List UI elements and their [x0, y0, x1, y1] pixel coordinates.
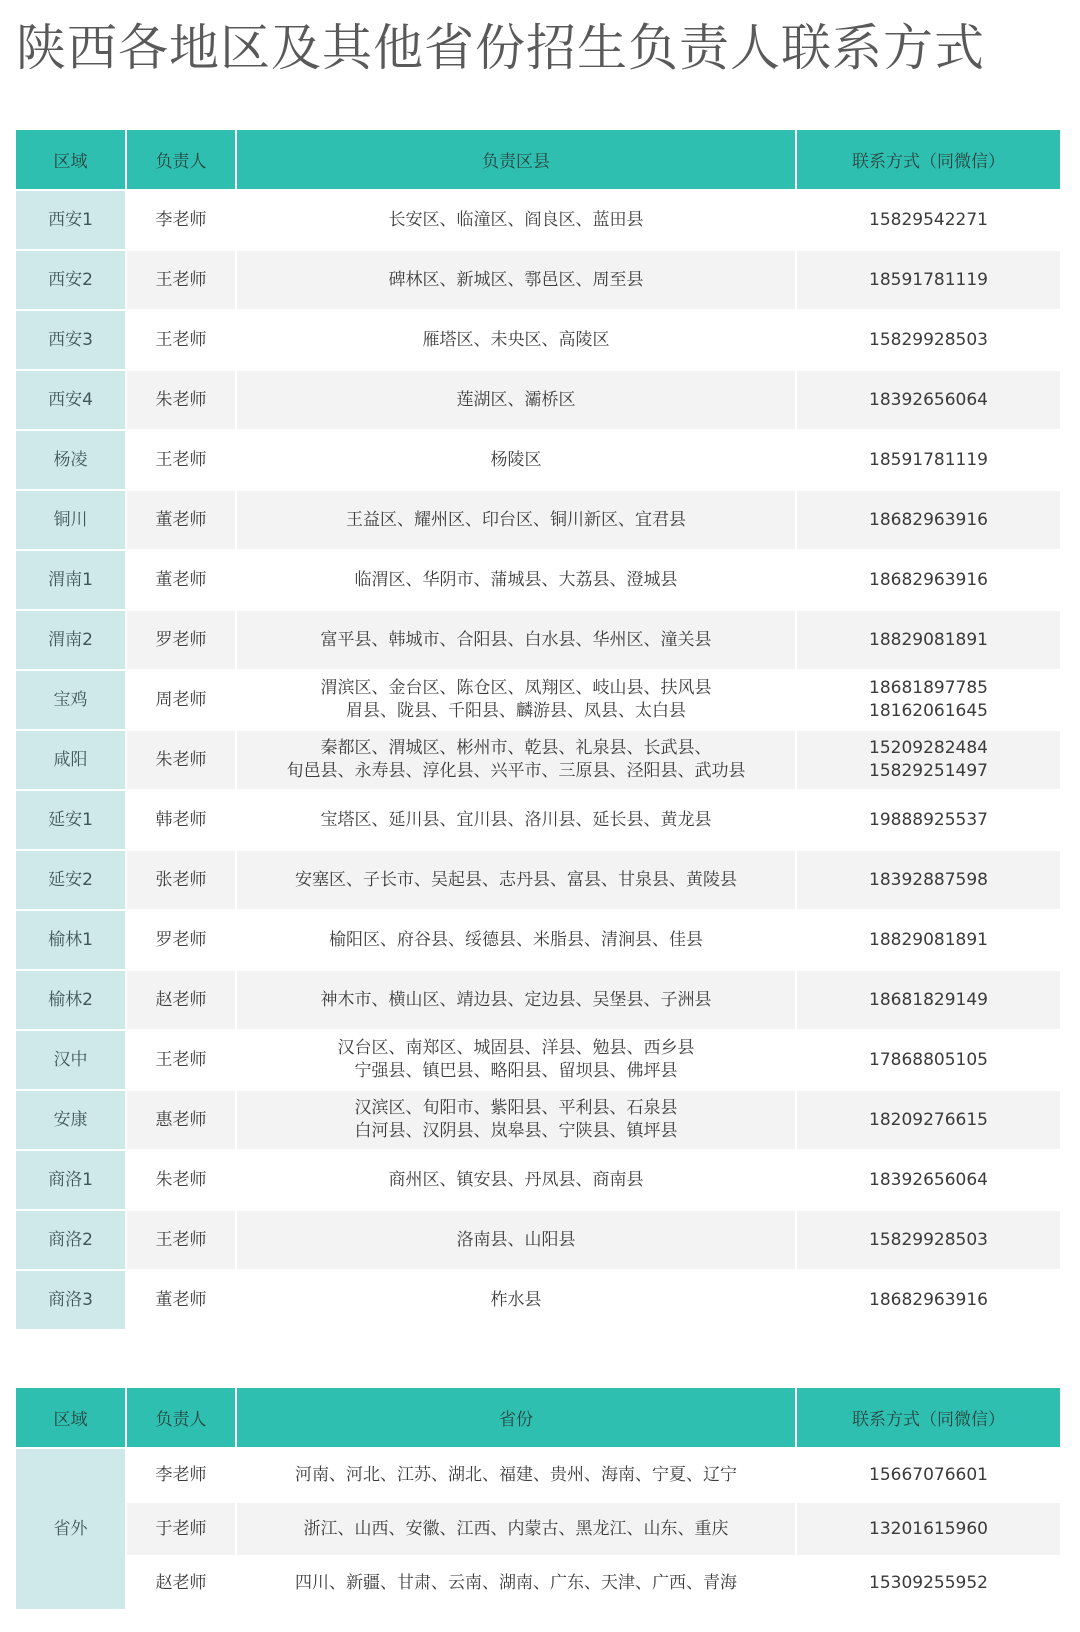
- phone-number: 19888925537: [869, 809, 988, 830]
- header-teacher: 负责人: [126, 1388, 236, 1448]
- phone-number: 18392887598: [869, 869, 988, 890]
- provinces-cell: 河南、河北、江苏、湖北、福建、贵州、海南、宁夏、辽宁: [236, 1448, 796, 1502]
- table-row: [16, 1448, 1060, 1502]
- region-cell: 榆林1: [16, 910, 126, 970]
- contact-cell: [796, 1090, 1060, 1150]
- region-cell: 榆林2: [16, 970, 126, 1030]
- teacher-cell: 韩老师: [126, 790, 236, 850]
- provinces-cell: 浙江、山西、安徽、江西、内蒙古、黑龙江、山东、重庆: [236, 1502, 796, 1556]
- areas-line: 汉滨区、旬阳市、紫阳县、平利县、石泉县: [354, 1098, 678, 1118]
- areas-cell: [236, 310, 796, 370]
- contact-cell: [796, 1150, 1060, 1210]
- table-row: [16, 190, 1060, 250]
- table-row: [16, 1030, 1060, 1090]
- teacher-cell: 董老师: [126, 1270, 236, 1329]
- areas-line: 碑林区、新城区、鄠邑区、周至县: [388, 269, 644, 290]
- table-row: [16, 1270, 1060, 1329]
- table-row: [16, 670, 1060, 730]
- region-cell: 汉中: [16, 1030, 126, 1090]
- teacher-cell: 董老师: [126, 550, 236, 610]
- contact-cell: [796, 490, 1060, 550]
- areas-line: 安塞区、子长市、吴起县、志丹县、富县、甘泉县、黄陵县: [295, 869, 737, 890]
- areas-line: 柞水县: [490, 1289, 542, 1310]
- areas-line: 榆阳区、府谷县、绥德县、米脂县、清涧县、佳县: [329, 929, 703, 950]
- phone-number: 18682963916: [869, 569, 988, 590]
- teacher-cell: 朱老师: [126, 1150, 236, 1210]
- teacher-cell: 王老师: [126, 310, 236, 370]
- header-contact: 联系方式（同微信）: [796, 130, 1060, 190]
- areas-line: 宁强县、镇巴县、略阳县、留坝县、佛坪县: [354, 1061, 678, 1081]
- areas-cell: [236, 1270, 796, 1329]
- teacher-cell: 张老师: [126, 850, 236, 910]
- teacher-cell: 李老师: [126, 1448, 236, 1502]
- areas-line: 汉台区、南郑区、城固县、洋县、勉县、西乡县: [337, 1038, 695, 1058]
- region-cell: 延安1: [16, 790, 126, 850]
- areas-cell: [236, 1030, 796, 1090]
- table-body: [16, 1448, 1060, 1609]
- region-cell: 商洛1: [16, 1150, 126, 1210]
- areas-cell: [236, 850, 796, 910]
- table-header-row: [16, 1388, 1060, 1448]
- phone-number: 15829542271: [869, 209, 988, 230]
- header-contact: 联系方式（同微信）: [796, 1388, 1060, 1448]
- table-row: [16, 850, 1060, 910]
- phone-number: 18681829149: [869, 989, 988, 1010]
- table-row: [16, 790, 1060, 850]
- areas-cell: [236, 970, 796, 1030]
- areas-line: 旬邑县、永寿县、淳化县、兴平市、三原县、泾阳县、武功县: [286, 761, 746, 781]
- region-cell: 西安2: [16, 250, 126, 310]
- teacher-cell: 于老师: [126, 1502, 236, 1556]
- region-cell: 商洛3: [16, 1270, 126, 1329]
- table-body: [16, 190, 1060, 1329]
- areas-line: 眉县、陇县、千阳县、麟游县、凤县、太白县: [346, 701, 686, 721]
- teacher-cell: 王老师: [126, 1030, 236, 1090]
- teacher-cell: 王老师: [126, 1210, 236, 1270]
- table-header-row: [16, 130, 1060, 190]
- teacher-cell: 王老师: [126, 430, 236, 490]
- region-cell: 省外: [16, 1448, 126, 1609]
- teacher-cell: 赵老师: [126, 1556, 236, 1609]
- areas-line: 商州区、镇安县、丹凤县、商南县: [388, 1169, 644, 1190]
- phone-number: 18681897785: [869, 678, 988, 698]
- phone-number: 18591781119: [869, 269, 988, 290]
- areas-line: 秦都区、渭城区、彬州市、乾县、礼泉县、长武县、: [320, 738, 712, 758]
- areas-cell: [236, 490, 796, 550]
- phone-number: 18682963916: [869, 509, 988, 530]
- region-cell: 西安4: [16, 370, 126, 430]
- region-cell: 商洛2: [16, 1210, 126, 1270]
- teacher-cell: 罗老师: [126, 610, 236, 670]
- areas-line: 富平县、韩城市、合阳县、白水县、华州区、潼关县: [320, 629, 712, 650]
- areas-line: 洛南县、山阳县: [456, 1229, 576, 1250]
- contact-cell: [796, 730, 1060, 790]
- table-row: [16, 1502, 1060, 1556]
- teacher-cell: 惠老师: [126, 1090, 236, 1150]
- table-row: [16, 430, 1060, 490]
- areas-cell: [236, 1210, 796, 1270]
- areas-cell: [236, 550, 796, 610]
- teacher-cell: 李老师: [126, 190, 236, 250]
- header-region: 区域: [16, 1388, 126, 1448]
- table-row: [16, 310, 1060, 370]
- provinces-cell: 四川、新疆、甘肃、云南、湖南、广东、天津、广西、青海: [236, 1556, 796, 1609]
- areas-cell: [236, 790, 796, 850]
- areas-cell: [236, 610, 796, 670]
- contact-cell: [796, 910, 1060, 970]
- header-teacher: 负责人: [126, 130, 236, 190]
- areas-cell: [236, 670, 796, 730]
- areas-cell: [236, 910, 796, 970]
- table-row: [16, 730, 1060, 790]
- teacher-cell: 董老师: [126, 490, 236, 550]
- areas-line: 渭滨区、金台区、陈仓区、凤翔区、岐山县、扶风县: [320, 678, 712, 698]
- phone-number: 15829928503: [869, 1229, 988, 1250]
- header-region: 区域: [16, 130, 126, 190]
- contact-cell: [796, 250, 1060, 310]
- region-cell: 西安3: [16, 310, 126, 370]
- contact-cell: [796, 550, 1060, 610]
- areas-cell: [236, 1150, 796, 1210]
- teacher-cell: 朱老师: [126, 370, 236, 430]
- teacher-cell: 王老师: [126, 250, 236, 310]
- areas-cell: [236, 250, 796, 310]
- areas-line: 宝塔区、延川县、宜川县、洛川县、延长县、黄龙县: [320, 809, 712, 830]
- phone-number: 18591781119: [869, 449, 988, 470]
- contact-cell: [796, 1270, 1060, 1329]
- table-row: [16, 1090, 1060, 1150]
- teacher-cell: 赵老师: [126, 970, 236, 1030]
- table-row: [16, 910, 1060, 970]
- phone-number: 18392656064: [869, 1169, 988, 1190]
- contact-cell: [796, 970, 1060, 1030]
- region-cell: 西安1: [16, 190, 126, 250]
- areas-cell: [236, 370, 796, 430]
- table-row: [16, 490, 1060, 550]
- phone-number: 15209282484: [869, 738, 988, 758]
- other-provinces-table: [16, 1388, 1060, 1609]
- phone-number: 18829081891: [869, 929, 988, 950]
- areas-line: 莲湖区、灞桥区: [456, 389, 576, 410]
- contact-cell: [796, 370, 1060, 430]
- table-row: [16, 1150, 1060, 1210]
- contact-cell: [796, 670, 1060, 730]
- areas-line: 长安区、临潼区、阎良区、蓝田县: [388, 209, 644, 230]
- region-cell: 渭南2: [16, 610, 126, 670]
- table-row: [16, 610, 1060, 670]
- region-cell: 咸阳: [16, 730, 126, 790]
- phone-number: 15829251497: [869, 761, 988, 781]
- contact-cell: [796, 1210, 1060, 1270]
- contact-cell: [796, 850, 1060, 910]
- page-title: 陕西各地区及其他省份招生负责人联系方式: [16, 19, 985, 77]
- areas-line: 临渭区、华阴市、蒲城县、大荔县、澄城县: [354, 569, 678, 590]
- table-row: [16, 1556, 1060, 1609]
- areas-line: 雁塔区、未央区、高陵区: [422, 329, 610, 350]
- shaanxi-contacts-table: [16, 130, 1060, 1329]
- areas-line: 王益区、耀州区、印台区、铜川新区、宜君县: [346, 509, 686, 530]
- contact-cell: [796, 190, 1060, 250]
- areas-cell: [236, 730, 796, 790]
- region-cell: 铜川: [16, 490, 126, 550]
- contact-cell: [796, 1030, 1060, 1090]
- table-row: [16, 370, 1060, 430]
- contact-cell: 15309255952: [796, 1556, 1060, 1609]
- teacher-cell: 朱老师: [126, 730, 236, 790]
- contact-cell: [796, 430, 1060, 490]
- contact-cell: [796, 790, 1060, 850]
- phone-number: 18682963916: [869, 1289, 988, 1310]
- phone-number: 18829081891: [869, 629, 988, 650]
- areas-line: 杨陵区: [490, 449, 542, 470]
- areas-cell: [236, 1090, 796, 1150]
- region-cell: 安康: [16, 1090, 126, 1150]
- areas-line: 神木市、横山区、靖边县、定边县、吴堡县、子洲县: [320, 989, 712, 1010]
- contact-cell: 13201615960: [796, 1502, 1060, 1556]
- areas-cell: [236, 190, 796, 250]
- teacher-cell: 罗老师: [126, 910, 236, 970]
- header-provinces: 省份: [236, 1388, 796, 1448]
- table-row: [16, 970, 1060, 1030]
- table-row: [16, 1210, 1060, 1270]
- region-cell: 渭南1: [16, 550, 126, 610]
- teacher-cell: 周老师: [126, 670, 236, 730]
- region-cell: 宝鸡: [16, 670, 126, 730]
- areas-line: 白河县、汉阴县、岚皋县、宁陕县、镇坪县: [354, 1121, 678, 1141]
- contact-cell: [796, 310, 1060, 370]
- phone-number: 18209276615: [869, 1109, 988, 1130]
- table-row: [16, 550, 1060, 610]
- phone-number: 17868805105: [869, 1049, 988, 1070]
- table-row: [16, 250, 1060, 310]
- phone-number: 15829928503: [869, 329, 988, 350]
- contact-cell: [796, 610, 1060, 670]
- phone-number: 18162061645: [869, 701, 988, 721]
- region-cell: 杨凌: [16, 430, 126, 490]
- contact-cell: 15667076601: [796, 1448, 1060, 1502]
- areas-cell: [236, 430, 796, 490]
- header-areas: 负责区县: [236, 130, 796, 190]
- phone-number: 18392656064: [869, 389, 988, 410]
- region-cell: 延安2: [16, 850, 126, 910]
